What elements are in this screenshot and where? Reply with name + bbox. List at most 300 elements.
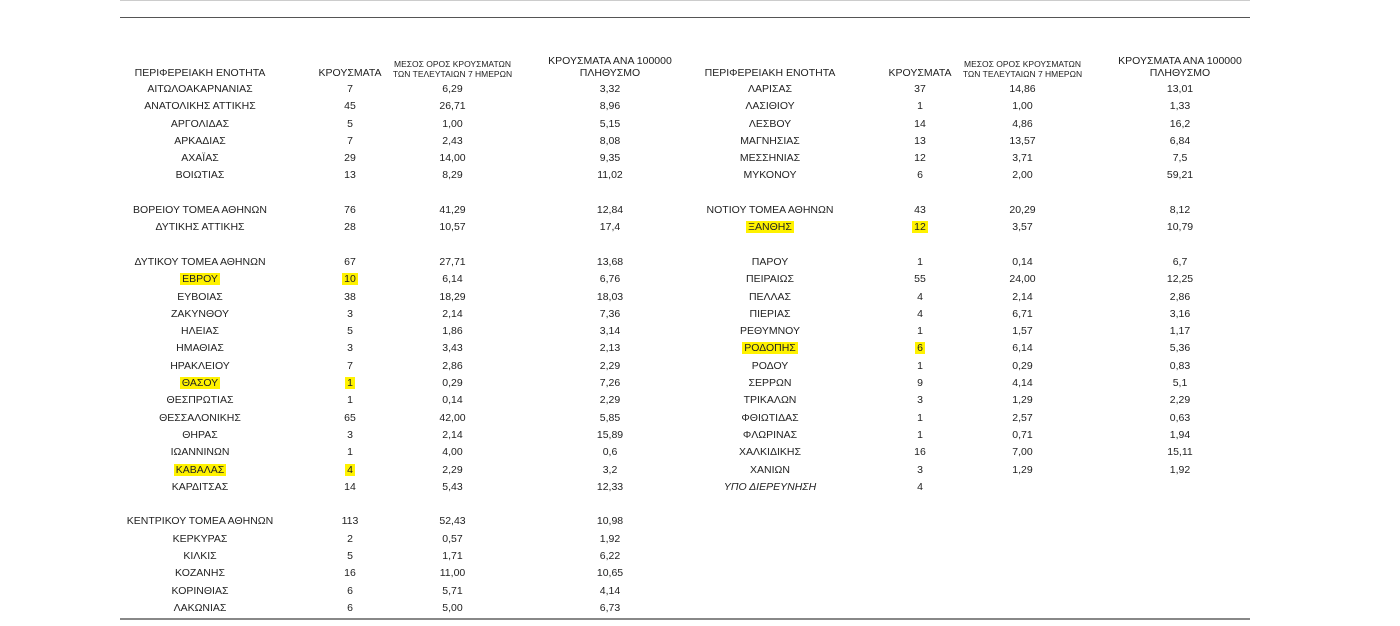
cases-cell-text: 6 — [917, 169, 923, 182]
cases-cell-text: 37 — [914, 83, 926, 95]
avg7-cell-text: 8,29 — [442, 169, 463, 182]
avg7-cell — [385, 220, 520, 234]
header-avg7-line1: ΜΕΣΟΣ ΟΡΟΣ ΚΡΟΥΣΜΑΤΩΝ — [394, 59, 511, 69]
cases-cell — [310, 584, 390, 598]
avg7-cell-text: 6,71 — [1012, 307, 1033, 320]
per100k-cell — [535, 255, 685, 269]
per100k-cell — [535, 428, 685, 442]
per100k-cell-text: 3,16 — [1169, 307, 1191, 320]
avg7-cell — [955, 272, 1090, 286]
cases-cell — [310, 117, 390, 131]
avg7-cell-text: 1,57 — [1012, 325, 1033, 338]
avg7-cell-text: 6,14 — [442, 273, 463, 286]
per100k-cell-text: 7,36 — [599, 307, 621, 320]
avg7-cell-text: 4,00 — [442, 446, 463, 459]
avg7-cell — [385, 203, 520, 217]
avg7-cell-text: 52,43 — [439, 515, 466, 528]
region-cell — [120, 376, 280, 390]
cases-cell-text: 4 — [917, 307, 923, 320]
avg7-cell — [385, 341, 520, 355]
cases-cell — [310, 341, 390, 355]
header-avg7-line2: ΤΩΝ ΤΕΛΕΥΤΑΙΩΝ 7 ΗΜΕΡΩΝ — [962, 69, 1083, 79]
cases-cell-text: 4 — [347, 463, 353, 476]
cases-cell — [880, 290, 960, 304]
region-cell — [690, 376, 850, 390]
region-cell-text: ΚΕΝΤΡΙΚΟΥ ΤΟΜΕΑ ΑΘΗΝΩΝ — [126, 515, 274, 528]
region-cell-text: ΑΙΤΩΛΟΑΚΑΡΝΑΝΙΑΣ — [147, 83, 253, 95]
cases-cell — [310, 514, 390, 528]
per100k-cell-text: 7,5 — [1172, 152, 1188, 165]
cases-cell-text: 6 — [917, 342, 923, 355]
avg7-cell — [385, 117, 520, 131]
region-cell — [690, 134, 850, 148]
region-cell-text: ΛΑΚΩΝΙΑΣ — [173, 601, 227, 614]
avg7-cell-text: 3,57 — [1012, 221, 1033, 234]
cases-cell-text: 1 — [347, 377, 353, 390]
per100k-cell-text: 6,22 — [599, 550, 621, 563]
cases-cell-text: 67 — [344, 255, 356, 268]
region-cell — [120, 549, 280, 563]
cases-cell — [310, 463, 390, 477]
cases-cell-text: 1 — [917, 100, 923, 113]
cases-cell-text: 5 — [347, 550, 353, 563]
per100k-cell — [535, 324, 685, 338]
region-cell — [690, 393, 850, 407]
per100k-cell — [1105, 220, 1255, 234]
cases-cell-text: 12 — [914, 152, 926, 165]
per100k-cell-text: 8,12 — [1169, 204, 1191, 217]
avg7-cell — [955, 307, 1090, 321]
per100k-cell — [1105, 324, 1255, 338]
avg7-cell-text: 2,14 — [442, 428, 463, 441]
region-cell — [120, 463, 280, 477]
avg7-cell — [385, 359, 520, 373]
region-cell — [120, 151, 280, 165]
cases-cell-text: 65 — [344, 411, 356, 424]
cases-cell-text: 1 — [347, 446, 353, 459]
cases-cell-text: 4 — [917, 480, 923, 493]
region-cell-text: ΔΥΤΙΚΟΥ ΤΟΜΕΑ ΑΘΗΝΩΝ — [134, 255, 266, 268]
region-cell — [120, 134, 280, 148]
header-avg7-line1: ΜΕΣΟΣ ΟΡΟΣ ΚΡΟΥΣΜΑΤΩΝ — [964, 59, 1081, 69]
region-cell — [120, 290, 280, 304]
avg7-cell — [955, 255, 1090, 269]
cases-cell — [310, 445, 390, 459]
avg7-cell — [385, 463, 520, 477]
region-cell-text: ΥΠΟ ΔΙΕΡΕΥΝΗΣΗ — [723, 480, 817, 493]
header-cases: ΚΡΟΥΣΜΑΤΑ — [888, 67, 952, 79]
region-cell-text: ΡΕΘΥΜΝΟΥ — [739, 325, 800, 338]
per100k-cell-text: 15,11 — [1167, 446, 1193, 459]
cases-cell-text: 1 — [347, 394, 353, 407]
cases-cell — [310, 532, 390, 546]
region-cell-text: ΝΟΤΙΟΥ ΤΟΜΕΑ ΑΘΗΝΩΝ — [706, 204, 834, 217]
region-cell-text: ΒΟΙΩΤΙΑΣ — [175, 169, 225, 182]
per100k-cell-text: 5,85 — [599, 411, 621, 424]
per100k-cell — [535, 99, 685, 113]
region-cell-text: ΞΑΝΘΗΣ — [748, 221, 792, 234]
cases-cell — [310, 566, 390, 580]
top-edge-line — [120, 0, 1250, 1]
per100k-cell — [535, 151, 685, 165]
avg7-cell-text: 4,14 — [1012, 377, 1033, 390]
region-cell — [690, 117, 850, 131]
per100k-cell — [1105, 428, 1255, 442]
cases-cell-text: 3 — [347, 307, 353, 320]
region-cell-text: ΚΟΡΙΝΘΙΑΣ — [171, 584, 229, 597]
cases-cell — [310, 168, 390, 182]
region-cell — [690, 307, 850, 321]
per100k-cell-text: 4,14 — [599, 584, 621, 597]
cases-cell — [880, 203, 960, 217]
avg7-cell — [955, 168, 1090, 182]
avg7-cell — [385, 82, 520, 96]
region-cell — [690, 359, 850, 373]
cases-cell-text: 4 — [917, 290, 923, 303]
per100k-cell-text: 16,2 — [1169, 117, 1191, 130]
per100k-cell-text: 17,4 — [599, 221, 621, 234]
per100k-cell-text: 3,2 — [602, 463, 618, 476]
cases-cell-text: 2 — [347, 532, 353, 545]
avg7-cell-text: 3,43 — [442, 342, 463, 355]
per100k-cell — [535, 134, 685, 148]
cases-cell — [310, 376, 390, 390]
avg7-cell — [385, 134, 520, 148]
region-cell — [120, 514, 280, 528]
avg7-cell-text: 0,57 — [442, 532, 463, 545]
avg7-cell — [385, 324, 520, 338]
cases-cell-text: 43 — [914, 204, 926, 217]
per100k-cell — [535, 341, 685, 355]
avg7-cell-text: 2,00 — [1012, 169, 1033, 182]
avg7-cell — [385, 393, 520, 407]
region-cell — [690, 151, 850, 165]
header-per100k-line2: ΠΛΗΘΥΣΜΟ — [579, 67, 641, 79]
avg7-cell — [955, 117, 1090, 131]
per100k-cell — [535, 272, 685, 286]
region-cell-text: ΤΡΙΚΑΛΩΝ — [743, 394, 797, 407]
cases-cell — [310, 203, 390, 217]
per100k-cell-text: 0,83 — [1169, 359, 1191, 372]
region-cell-text: ΜΑΓΝΗΣΙΑΣ — [740, 134, 800, 147]
cases-cell — [880, 134, 960, 148]
region-cell — [120, 566, 280, 580]
cases-cell — [310, 549, 390, 563]
per100k-cell — [535, 566, 685, 580]
per100k-cell-text: 3,14 — [599, 325, 621, 338]
per100k-cell-text: 5,1 — [1172, 377, 1188, 390]
per100k-cell — [535, 514, 685, 528]
per100k-cell-text: 12,25 — [1166, 273, 1194, 286]
region-cell — [120, 117, 280, 131]
cases-cell — [310, 601, 390, 615]
per100k-cell-text: 1,94 — [1169, 428, 1191, 441]
header-per100k-line1: ΚΡΟΥΣΜΑΤΑ ΑΝΑ 100000 — [548, 55, 672, 67]
avg7-cell-text: 2,86 — [442, 359, 463, 372]
region-cell — [120, 532, 280, 546]
avg7-cell-text: 20,29 — [1009, 204, 1036, 217]
per100k-cell — [535, 290, 685, 304]
avg7-cell — [955, 151, 1090, 165]
cases-cell-text: 1 — [917, 325, 923, 338]
per100k-cell — [1105, 82, 1255, 96]
avg7-cell — [955, 99, 1090, 113]
avg7-cell — [955, 393, 1090, 407]
avg7-cell-text: 18,29 — [439, 290, 466, 303]
region-cell-text: ΠΙΕΡΙΑΣ — [749, 307, 791, 320]
region-cell — [120, 359, 280, 373]
per100k-cell — [535, 359, 685, 373]
avg7-cell-text: 0,14 — [1012, 255, 1033, 268]
cases-cell — [880, 480, 960, 494]
avg7-cell — [955, 203, 1090, 217]
avg7-cell — [385, 480, 520, 494]
per100k-cell-text: 8,08 — [599, 134, 621, 147]
avg7-cell — [385, 151, 520, 165]
header-region: ΠΕΡΙΦΕΡΕΙΑΚΗ ΕΝΟΤΗΤΑ — [704, 67, 836, 79]
cases-cell — [310, 307, 390, 321]
cases-cell-text: 113 — [341, 515, 359, 528]
avg7-cell-text: 2,57 — [1012, 411, 1033, 424]
avg7-cell — [385, 411, 520, 425]
cases-cell-text: 9 — [917, 377, 923, 390]
region-cell-text: ΠΕΛΛΑΣ — [748, 290, 792, 303]
region-cell-text: ΚΙΛΚΙΣ — [183, 550, 217, 563]
per100k-cell-text: 2,29 — [599, 359, 621, 372]
region-cell-text: ΛΕΣΒΟΥ — [748, 117, 792, 130]
per100k-cell — [1105, 393, 1255, 407]
per100k-cell-text: 12,84 — [596, 204, 624, 217]
cases-cell — [880, 117, 960, 131]
cases-cell — [310, 393, 390, 407]
per100k-cell — [535, 532, 685, 546]
avg7-cell — [955, 134, 1090, 148]
cases-cell — [310, 428, 390, 442]
header-avg7-line2: ΤΩΝ ΤΕΛΕΥΤΑΙΩΝ 7 ΗΜΕΡΩΝ — [392, 69, 513, 79]
per100k-cell — [535, 220, 685, 234]
cases-cell-text: 5 — [347, 117, 353, 130]
region-cell — [120, 445, 280, 459]
avg7-cell-text: 1,71 — [442, 550, 463, 563]
avg7-cell — [385, 168, 520, 182]
per100k-cell — [535, 168, 685, 182]
cases-cell — [880, 324, 960, 338]
avg7-cell-text: 0,29 — [442, 377, 463, 390]
cases-cell — [310, 99, 390, 113]
per100k-cell — [535, 82, 685, 96]
region-cell-text: ΚΕΡΚΥΡΑΣ — [172, 532, 228, 545]
cases-cell-text: 55 — [914, 273, 926, 286]
avg7-cell-text: 11,00 — [439, 567, 466, 580]
header-region: ΠΕΡΙΦΕΡΕΙΑΚΗ ΕΝΟΤΗΤΑ — [134, 67, 266, 79]
region-cell — [120, 168, 280, 182]
per100k-cell — [1105, 376, 1255, 390]
region-cell-text: ΚΑΡΔΙΤΣΑΣ — [171, 480, 229, 493]
avg7-cell — [385, 255, 520, 269]
cases-cell-text: 1 — [917, 255, 923, 268]
avg7-cell — [955, 82, 1090, 96]
per100k-cell — [535, 445, 685, 459]
cases-cell — [310, 255, 390, 269]
avg7-cell-text: 2,14 — [1012, 290, 1033, 303]
cases-cell — [880, 82, 960, 96]
cases-cell-text: 1 — [917, 428, 923, 441]
per100k-cell-text: 6,73 — [599, 601, 621, 614]
per100k-cell-text: 2,29 — [1169, 394, 1191, 407]
per100k-cell — [1105, 445, 1255, 459]
per100k-cell — [1105, 99, 1255, 113]
cases-cell-text: 14 — [344, 480, 356, 493]
per100k-cell-text: 6,84 — [1169, 134, 1191, 147]
avg7-cell-text: 1,00 — [442, 117, 463, 130]
cases-cell — [880, 359, 960, 373]
per100k-cell-text: 1,33 — [1169, 100, 1191, 113]
region-cell-text: ΡΟΔΟΠΗΣ — [744, 342, 796, 355]
region-cell-text: ΕΥΒΟΙΑΣ — [177, 290, 223, 303]
per100k-cell-text: 0,63 — [1169, 411, 1191, 424]
region-cell — [690, 99, 850, 113]
region-cell — [120, 393, 280, 407]
per100k-cell — [1105, 307, 1255, 321]
per100k-cell-text: 10,98 — [596, 515, 624, 528]
per100k-cell-text: 12,33 — [596, 480, 624, 493]
per100k-cell — [1105, 359, 1255, 373]
per100k-cell-text: 11,02 — [597, 169, 623, 182]
per100k-cell — [535, 411, 685, 425]
cases-cell — [880, 428, 960, 442]
region-cell-text: ΦΛΩΡΙΝΑΣ — [742, 428, 798, 441]
avg7-cell — [955, 376, 1090, 390]
per100k-cell — [535, 584, 685, 598]
avg7-cell — [385, 566, 520, 580]
cases-cell-text: 28 — [344, 221, 356, 234]
per100k-cell — [1105, 168, 1255, 182]
per100k-cell-text: 10,79 — [1166, 221, 1194, 234]
avg7-cell-text: 2,29 — [442, 463, 463, 476]
cases-cell-text: 7 — [347, 359, 353, 372]
cases-cell-text: 5 — [347, 325, 353, 338]
region-cell-text: ΘΗΡΑΣ — [182, 428, 218, 441]
avg7-cell-text: 2,14 — [442, 307, 463, 320]
per100k-cell-text: 6,7 — [1172, 255, 1188, 268]
cases-cell-text: 7 — [347, 83, 353, 95]
region-cell — [690, 220, 850, 234]
per100k-cell — [1105, 290, 1255, 304]
cases-cell — [310, 359, 390, 373]
avg7-cell-text: 41,29 — [439, 204, 466, 217]
region-cell-text: ΔΥΤΙΚΗΣ ΑΤΤΙΚΗΣ — [155, 221, 245, 234]
avg7-cell — [955, 445, 1090, 459]
per100k-cell-text: 2,29 — [599, 394, 621, 407]
per100k-cell-text: 1,17 — [1169, 325, 1191, 338]
avg7-cell — [385, 514, 520, 528]
header-avg7 — [955, 59, 1090, 79]
bottom-rule — [120, 618, 1250, 620]
cases-cell-text: 45 — [344, 100, 356, 113]
per100k-cell-text: 2,86 — [1169, 290, 1191, 303]
region-cell-text: ΘΑΣΟΥ — [181, 377, 219, 390]
cases-cell — [880, 341, 960, 355]
region-cell — [690, 341, 850, 355]
per100k-cell — [1105, 272, 1255, 286]
header-cases: ΚΡΟΥΣΜΑΤΑ — [318, 67, 382, 79]
region-cell — [120, 428, 280, 442]
avg7-cell — [955, 411, 1090, 425]
cases-cell — [880, 168, 960, 182]
region-cell-text: ΑΡΚΑΔΙΑΣ — [174, 134, 226, 147]
avg7-cell-text: 0,71 — [1012, 428, 1033, 441]
region-cell — [120, 272, 280, 286]
avg7-cell-text: 1,29 — [1012, 463, 1033, 476]
per100k-cell — [535, 203, 685, 217]
region-cell — [120, 324, 280, 338]
region-cell — [690, 445, 850, 459]
region-cell — [690, 255, 850, 269]
region-cell-text: ΣΕΡΡΩΝ — [748, 377, 792, 390]
region-cell — [120, 480, 280, 494]
cases-cell — [880, 151, 960, 165]
region-cell-text: ΚΑΒΑΛΑΣ — [175, 463, 225, 476]
header-per100k — [535, 55, 685, 79]
header-per100k-line1: ΚΡΟΥΣΜΑΤΑ ΑΝΑ 100000 — [1118, 55, 1242, 67]
region-cell-text: ΑΡΓΟΛΙΔΑΣ — [170, 117, 230, 130]
per100k-cell-text: 18,03 — [596, 290, 624, 303]
avg7-cell-text: 24,00 — [1009, 273, 1036, 286]
cases-cell — [880, 411, 960, 425]
per100k-cell — [535, 480, 685, 494]
avg7-cell — [955, 324, 1090, 338]
region-cell — [690, 428, 850, 442]
cases-cell — [880, 307, 960, 321]
header-per100k — [1105, 55, 1255, 79]
avg7-cell — [385, 272, 520, 286]
region-cell-text: ΠΕΙΡΑΙΩΣ — [746, 273, 794, 286]
avg7-cell-text: 14,86 — [1009, 83, 1036, 95]
region-cell-text: ΛΑΣΙΘΙΟΥ — [745, 100, 795, 113]
region-cell-text: ΖΑΚΥΝΘΟΥ — [170, 307, 229, 320]
cases-cell — [880, 99, 960, 113]
cases-cell — [310, 134, 390, 148]
cases-cell — [310, 290, 390, 304]
avg7-cell — [385, 376, 520, 390]
region-cell-text: ΗΡΑΚΛΕΙΟΥ — [170, 359, 230, 372]
cases-cell — [880, 445, 960, 459]
region-cell-text: ΘΕΣΣΑΛΟΝΙΚΗΣ — [159, 411, 241, 424]
per100k-cell-text: 1,92 — [599, 532, 621, 545]
avg7-cell-text: 0,14 — [442, 394, 463, 407]
per100k-cell-text: 5,15 — [599, 117, 621, 130]
avg7-cell — [955, 359, 1090, 373]
per100k-cell-text: 6,76 — [599, 273, 621, 286]
region-cell — [690, 324, 850, 338]
avg7-cell-text: 5,00 — [442, 601, 463, 614]
per100k-cell — [1105, 134, 1255, 148]
avg7-cell-text: 1,29 — [1012, 394, 1033, 407]
region-cell — [120, 82, 280, 96]
avg7-cell-text: 1,00 — [1012, 100, 1033, 113]
avg7-cell-text: 5,71 — [442, 584, 463, 597]
cases-cell-text: 12 — [914, 221, 926, 234]
per100k-cell — [535, 463, 685, 477]
region-cell — [120, 220, 280, 234]
per100k-cell-text: 3,32 — [599, 83, 621, 95]
avg7-cell — [385, 428, 520, 442]
region-cell-text: ΠΑΡΟΥ — [751, 255, 789, 268]
avg7-cell-text: 13,57 — [1009, 134, 1036, 147]
per100k-cell-text: 10,65 — [596, 567, 624, 580]
region-cell — [690, 203, 850, 217]
cases-cell-text: 1 — [917, 359, 923, 372]
